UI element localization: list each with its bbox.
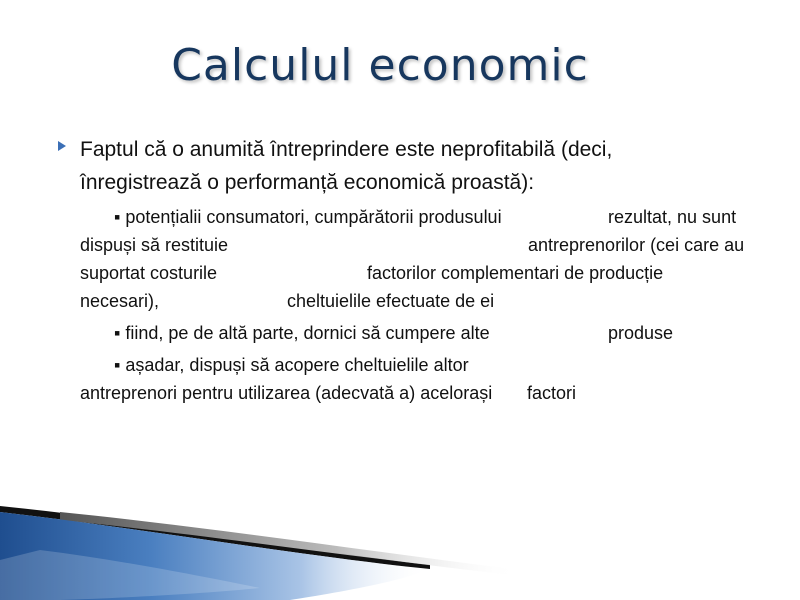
sub-item-3-part-b: antreprenori pentru utilizarea (adecvată a) acelorași [80, 383, 493, 403]
bullet-text-line-1: Faptul că o anumită întreprindere este neprofitabilă (deci, [80, 138, 613, 161]
sub-item-1-part-g: necesari), [80, 291, 160, 311]
sub-item-3-part-c: factori [527, 383, 577, 403]
sub-item-1-part-f: factorilor complementari de producție [367, 263, 664, 283]
sub-item-2-part-a: ▪ fiind, pe de altă parte, dornici să cumpere alte [114, 323, 490, 343]
slide-title: Calculul economic [171, 40, 589, 91]
decorative-wave-graphic [0, 490, 800, 600]
sub-item-1-part-a: ▪ potențialii consumatori, cumpărătorii produsului [114, 207, 502, 227]
sub-item-1-part-e: suportat costurile [80, 263, 218, 283]
sub-item-2-part-b: produse [608, 323, 674, 343]
sub-item-1-part-b: rezultat, nu sunt [608, 207, 737, 227]
bullet-text-line-2: înregistrează o performanță economică proastă): [80, 171, 535, 194]
sub-item-1-part-h: cheltuielile efectuate de ei [287, 291, 495, 311]
sub-item-3-part-a: ▪ așadar, dispuși să acopere cheltuielile altor [114, 355, 469, 375]
sub-item-1-part-c: dispuși să restituie [80, 235, 229, 255]
sub-item-1-part-d: antreprenorilor (cei care au [528, 235, 745, 255]
